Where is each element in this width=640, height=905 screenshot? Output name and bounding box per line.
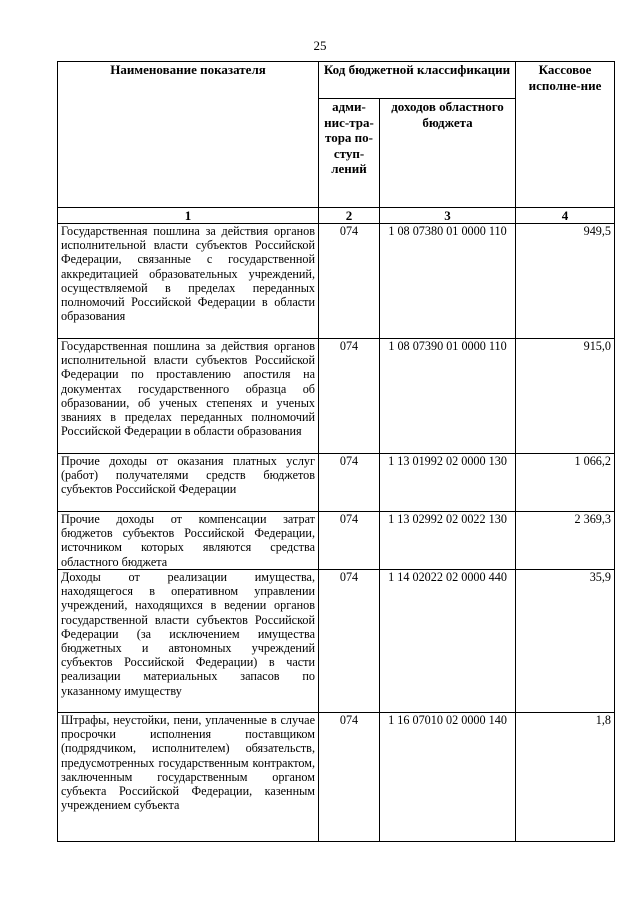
indicator-name: Государственная пошлина за действия органов исполнительной власти субъектов Российской Федерации, связанные с государственной аккредитацией образовательных учреждений, осуществляемой в пределах переданных полномочий Российской Федерации в области образования xyxy=(58,224,319,339)
administrator-code: 074 xyxy=(319,224,380,339)
administrator-code: 074 xyxy=(319,713,380,842)
column-number: 4 xyxy=(516,208,615,224)
administrator-code: 074 xyxy=(319,512,380,570)
table-row xyxy=(58,570,615,713)
indicator-name: Доходы от реализации имущества, находящегося в оперативном управлении учреждений, находящихся в ведении органов государственной власти субъектов Российской Федерации (за исключением имущества бюджетных и автономных учреждений субъектов Российской Федерации) в части реализации материальных запасов по указанному имуществу xyxy=(58,570,319,713)
revenue-code: 1 14 02022 02 0000 440 xyxy=(380,570,516,713)
revenue-code: 1 13 02992 02 0022 130 xyxy=(380,512,516,570)
administrator-code: 074 xyxy=(319,454,380,512)
indicator-name: Прочие доходы от оказания платных услуг (работ) получателями средств бюджетов субъектов Российской Федерации xyxy=(58,454,319,512)
header-revenue-administrator: адми-нис-тра-тора по-ступ-лений xyxy=(319,99,380,208)
table-row xyxy=(58,224,615,339)
administrator-code: 074 xyxy=(319,570,380,713)
table-row xyxy=(58,713,615,842)
revenue-code: 1 16 07010 02 0000 140 xyxy=(380,713,516,842)
administrator-code: 074 xyxy=(319,339,380,454)
cash-execution-value: 1 066,2 xyxy=(516,454,615,512)
cash-execution-value: 915,0 xyxy=(516,339,615,454)
column-number-row xyxy=(58,208,615,224)
revenue-code: 1 08 07390 01 0000 110 xyxy=(380,339,516,454)
indicator-name: Государственная пошлина за действия органов исполнительной власти субъектов Российской Федерации по проставлению апостиля на документах государственного образца об образовании, об ученых степенях и ученых званиях в пределах переданных полномочий Российской Федерации в области образования xyxy=(58,339,319,454)
header-budget-classification-code: Код бюджетной классификации xyxy=(319,62,516,99)
column-number: 1 xyxy=(58,208,319,224)
cash-execution-value: 1,8 xyxy=(516,713,615,842)
header-regional-budget-revenue: доходов областного бюджета xyxy=(380,99,516,208)
table-row xyxy=(58,512,615,570)
table-row xyxy=(58,454,615,512)
cash-execution-value: 949,5 xyxy=(516,224,615,339)
cash-execution-value: 2 369,3 xyxy=(516,512,615,570)
column-number: 2 xyxy=(319,208,380,224)
revenue-code: 1 08 07380 01 0000 110 xyxy=(380,224,516,339)
header-cash-execution: Кассовое исполне-ние xyxy=(516,62,615,208)
indicator-name: Штрафы, неустойки, пени, уплаченные в случае просрочки исполнения поставщиком (подрядчиком, исполнителем) обязательств, предусмотренных государственным контрактом, заключенным государственным органом субъекта Российской Федерации, казенным учреждением субъекта xyxy=(58,713,319,842)
table-row xyxy=(58,339,615,454)
page-number: 25 xyxy=(313,38,327,53)
column-number: 3 xyxy=(380,208,516,224)
revenue-table xyxy=(57,61,615,842)
cash-execution-value: 35,9 xyxy=(516,570,615,713)
revenue-code: 1 13 01992 02 0000 130 xyxy=(380,454,516,512)
indicator-name: Прочие доходы от компенсации затрат бюджетов субъектов Российской Федерации, источником которых являются средства областного бюджета xyxy=(58,512,319,570)
header-indicator-name: Наименование показателя xyxy=(58,62,319,208)
